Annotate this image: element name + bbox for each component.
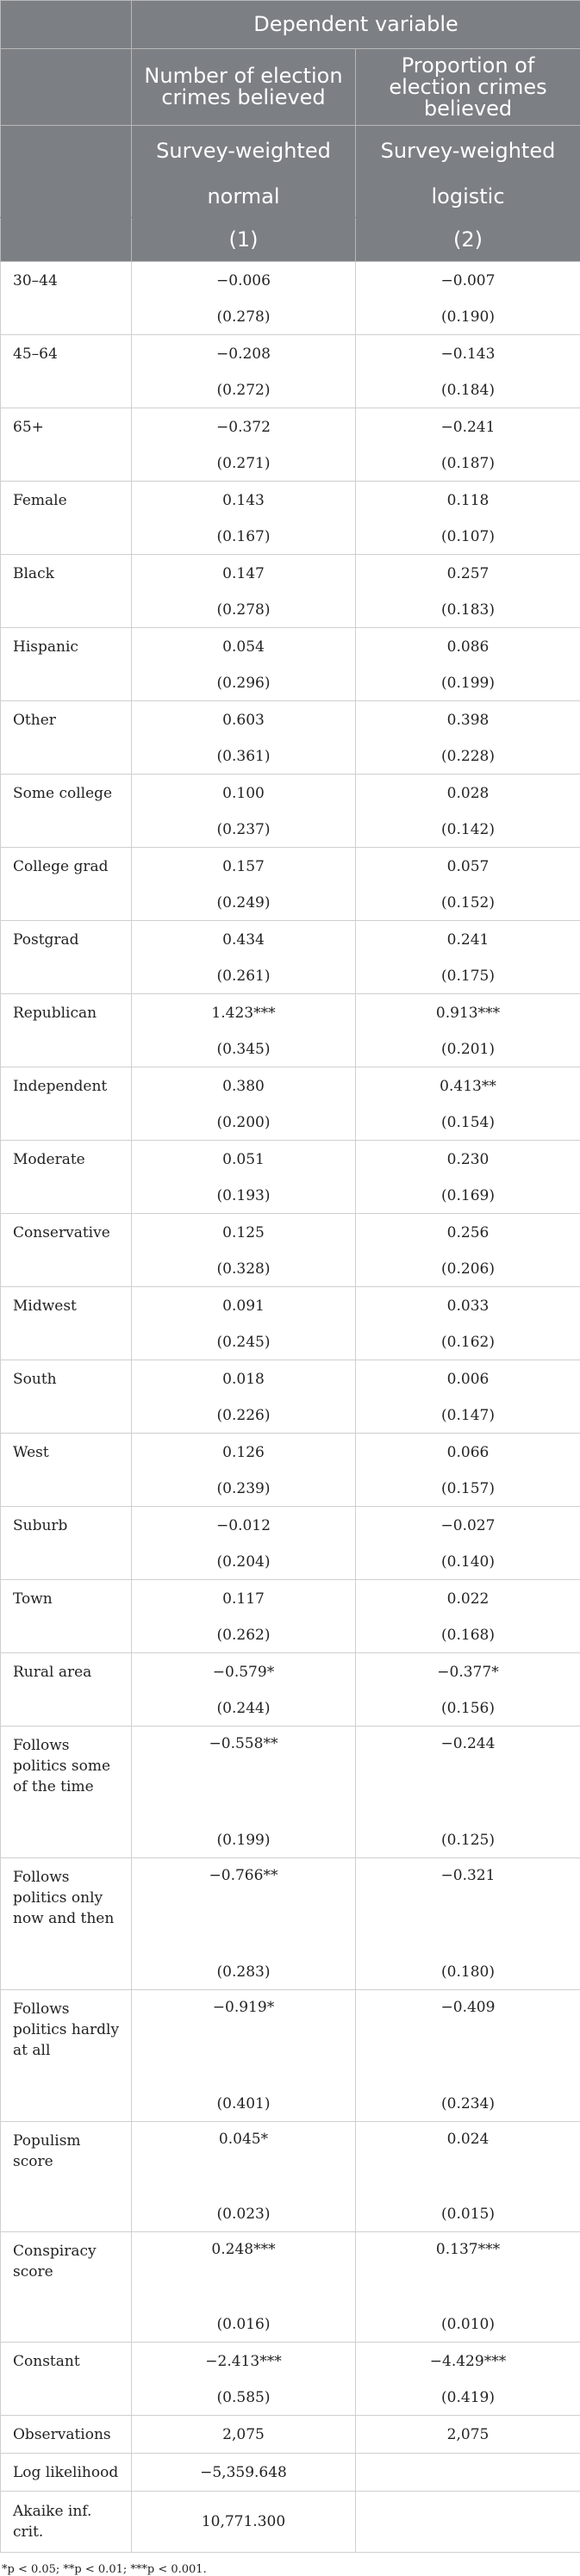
std-error-model-2: (0.152): [356, 885, 580, 921]
table-row: [1, 482, 580, 520]
coefficient-model-1: 0.117: [132, 1580, 356, 1618]
variable-label: Postgrad: [1, 921, 132, 994]
col2-weight: Survey-weighted: [356, 126, 580, 177]
coefficient-model-2: 0.057: [356, 848, 580, 886]
table-row: [1, 262, 580, 300]
std-error-model-1: (0.204): [132, 1544, 356, 1580]
table-body: [1, 262, 580, 2553]
table-row: [1, 408, 580, 446]
std-error-model-2: (0.162): [356, 1324, 580, 1360]
coefficient-model-2: 0.033: [356, 1287, 580, 1325]
table-row: [1, 994, 580, 1032]
table-row: [1, 1287, 580, 1325]
coefficient-model-1: 0.126: [132, 1434, 356, 1472]
variable-label: Suburb: [1, 1507, 132, 1580]
coefficient-model-2: 0.398: [356, 701, 580, 739]
dependent-variable-heading: Dependent variable: [132, 1, 580, 49]
coefficient-model-2: 0.028: [356, 775, 580, 812]
coefficient-model-2: 0.022: [356, 1580, 580, 1618]
table-row: [1, 1653, 580, 1691]
statistic-label: Akaike inf. crit.: [1, 2492, 132, 2553]
std-error-model-2: (0.157): [356, 1471, 580, 1507]
table-row: [1, 1360, 580, 1398]
table-row: [1, 701, 580, 739]
coefficient-model-1: 0.248***: [132, 2232, 356, 2307]
coefficient-model-1: 0.051: [132, 1141, 356, 1179]
variable-label: Some college: [1, 775, 132, 848]
std-error-model-1: (0.361): [132, 738, 356, 775]
std-error-model-1: (0.262): [132, 1617, 356, 1653]
std-error-model-2: (0.156): [356, 1690, 580, 1727]
table-row: [1, 1141, 580, 1179]
variable-label: West: [1, 1434, 132, 1507]
coefficient-model-2: −0.409: [356, 1990, 580, 2087]
std-error-model-2: (0.154): [356, 1104, 580, 1141]
statistic-model-2: 2,075: [356, 2416, 580, 2454]
table-row: [1, 2122, 580, 2197]
col2-model: logistic: [356, 176, 580, 218]
std-error-model-2: (0.206): [356, 1251, 580, 1287]
std-error-model-1: (0.249): [132, 885, 356, 921]
table-row: [1, 1990, 580, 2087]
variable-label: Midwest: [1, 1287, 132, 1360]
col1-weight: Survey-weighted: [132, 126, 356, 177]
coefficient-model-2: 0.024: [356, 2122, 580, 2197]
table-row: [1, 1214, 580, 1252]
std-error-model-2: (0.184): [356, 372, 580, 408]
col2-name: Proportion of election crimes believed: [356, 49, 580, 126]
table-row: [1, 1434, 580, 1472]
coefficient-model-1: −0.558**: [132, 1727, 356, 1823]
coefficient-model-1: −0.579*: [132, 1653, 356, 1691]
coefficient-model-1: 1.423***: [132, 994, 356, 1032]
std-error-model-1: (0.328): [132, 1251, 356, 1287]
variable-label: 45–64: [1, 335, 132, 408]
coefficient-model-2: −0.027: [356, 1507, 580, 1545]
std-error-model-1: (0.271): [132, 445, 356, 482]
std-error-model-2: (0.168): [356, 1617, 580, 1653]
table-row: [1, 848, 580, 886]
table-row: [1, 628, 580, 666]
coefficient-model-2: −0.321: [356, 1858, 580, 1955]
table-row: [1, 1507, 580, 1545]
coefficient-model-1: −0.208: [132, 335, 356, 373]
coefficient-model-1: −0.919*: [132, 1990, 356, 2087]
statistic-model-1: 10,771.300: [132, 2492, 356, 2553]
std-error-model-1: (0.237): [132, 812, 356, 848]
std-error-model-2: (0.183): [356, 592, 580, 628]
coefficient-model-2: 0.256: [356, 1214, 580, 1252]
variable-label: Female: [1, 482, 132, 555]
std-error-model-1: (0.278): [132, 299, 356, 335]
coefficient-model-2: 0.086: [356, 628, 580, 666]
table-row: [1, 1727, 580, 1823]
variable-label: Rural area: [1, 1653, 132, 1727]
coefficient-model-2: −0.244: [356, 1727, 580, 1823]
col2-number: (2): [356, 218, 580, 262]
variable-label: Independent: [1, 1067, 132, 1141]
std-error-model-2: (0.228): [356, 738, 580, 775]
std-error-model-2: (0.010): [356, 2306, 580, 2343]
std-error-model-1: (0.296): [132, 665, 356, 701]
significance-footnote: *p < 0.05; **p < 0.01; ***p < 0.001.: [0, 2553, 580, 2576]
variable-label: South: [1, 1360, 132, 1434]
std-error-model-1: (0.585): [132, 2380, 356, 2416]
std-error-model-2: (0.147): [356, 1397, 580, 1434]
std-error-model-2: (0.234): [356, 2086, 580, 2122]
coefficient-model-1: 0.045*: [132, 2122, 356, 2197]
variable-label: Hispanic: [1, 628, 132, 701]
coefficient-model-2: 0.241: [356, 921, 580, 959]
variable-label: Constant: [1, 2343, 132, 2416]
std-error-model-2: (0.107): [356, 519, 580, 555]
coefficient-model-2: 0.230: [356, 1141, 580, 1179]
table-row: [1, 2416, 580, 2454]
std-error-model-1: (0.272): [132, 372, 356, 408]
variable-label: Black: [1, 555, 132, 628]
std-error-model-1: (0.016): [132, 2306, 356, 2343]
std-error-model-2: (0.190): [356, 299, 580, 335]
coefficient-model-2: 0.006: [356, 1360, 580, 1398]
std-error-model-1: (0.023): [132, 2196, 356, 2232]
coefficient-model-2: 0.413**: [356, 1067, 580, 1105]
statistic-model-1: −5,359.648: [132, 2454, 356, 2492]
std-error-model-1: (0.244): [132, 1690, 356, 1727]
std-error-model-1: (0.239): [132, 1471, 356, 1507]
table-row: [1, 2492, 580, 2553]
std-error-model-1: (0.245): [132, 1324, 356, 1360]
col1-model: normal: [132, 176, 356, 218]
statistic-label: Log likelihood: [1, 2454, 132, 2492]
std-error-model-1: (0.193): [132, 1178, 356, 1214]
table-row: [1, 335, 580, 373]
std-error-model-2: (0.187): [356, 445, 580, 482]
variable-label: Follows politics hardly at all: [1, 1990, 132, 2122]
std-error-model-1: (0.261): [132, 958, 356, 994]
std-error-model-1: (0.283): [132, 1954, 356, 1990]
std-error-model-1: (0.278): [132, 592, 356, 628]
coefficient-model-2: −4.429***: [356, 2343, 580, 2380]
std-error-model-2: (0.175): [356, 958, 580, 994]
statistic-model-2: [356, 2492, 580, 2553]
std-error-model-1: (0.401): [132, 2086, 356, 2122]
std-error-model-2: (0.419): [356, 2380, 580, 2416]
variable-label: Republican: [1, 994, 132, 1067]
coefficient-model-2: 0.913***: [356, 994, 580, 1032]
std-error-model-1: (0.199): [132, 1822, 356, 1858]
coefficient-model-1: −0.012: [132, 1507, 356, 1545]
table-row: [1, 2232, 580, 2307]
col1-name: Number of election crimes believed: [132, 49, 356, 126]
table-row: [1, 555, 580, 593]
coefficient-model-1: −0.006: [132, 262, 356, 300]
std-error-model-2: (0.015): [356, 2196, 580, 2232]
table-row: [1, 2454, 580, 2492]
coefficient-model-1: 0.147: [132, 555, 356, 593]
std-error-model-2: (0.125): [356, 1822, 580, 1858]
variable-label: Populism score: [1, 2122, 132, 2232]
std-error-model-2: (0.199): [356, 665, 580, 701]
col1-number: (1): [132, 218, 356, 262]
coefficient-model-2: −0.377*: [356, 1653, 580, 1691]
variable-label: Conservative: [1, 1214, 132, 1287]
table-row: [1, 921, 580, 959]
table-row: [1, 2343, 580, 2380]
std-error-model-1: (0.226): [132, 1397, 356, 1434]
variable-label: Moderate: [1, 1141, 132, 1214]
statistic-label: Observations: [1, 2416, 132, 2454]
std-error-model-2: (0.180): [356, 1954, 580, 1990]
std-error-model-2: (0.140): [356, 1544, 580, 1580]
coefficient-model-1: 0.603: [132, 701, 356, 739]
std-error-model-1: (0.167): [132, 519, 356, 555]
coefficient-model-1: −2.413***: [132, 2343, 356, 2380]
variable-label: College grad: [1, 848, 132, 921]
statistic-model-1: 2,075: [132, 2416, 356, 2454]
coefficient-model-1: 0.100: [132, 775, 356, 812]
coefficient-model-2: −0.007: [356, 262, 580, 300]
std-error-model-2: (0.201): [356, 1031, 580, 1067]
coefficient-model-1: 0.054: [132, 628, 356, 666]
std-error-model-1: (0.200): [132, 1104, 356, 1141]
std-error-model-2: (0.169): [356, 1178, 580, 1214]
table-row: [1, 1580, 580, 1618]
coefficient-model-2: 0.066: [356, 1434, 580, 1472]
variable-label: Follows politics some of the time: [1, 1727, 132, 1858]
variable-label: 30–44: [1, 262, 132, 335]
coefficient-model-1: −0.372: [132, 408, 356, 446]
table-row: [1, 1067, 580, 1105]
coefficient-model-1: 0.157: [132, 848, 356, 886]
coefficient-model-1: 0.091: [132, 1287, 356, 1325]
table-row: [1, 775, 580, 812]
variable-label: Conspiracy score: [1, 2232, 132, 2343]
coefficient-model-2: 0.257: [356, 555, 580, 593]
variable-label: Town: [1, 1580, 132, 1653]
coefficient-model-2: −0.143: [356, 335, 580, 373]
std-error-model-1: (0.345): [132, 1031, 356, 1067]
table-row: [1, 1858, 580, 1955]
coefficient-model-1: 0.125: [132, 1214, 356, 1252]
coefficient-model-2: −0.241: [356, 408, 580, 446]
coefficient-model-1: −0.766**: [132, 1858, 356, 1955]
table-header: [1, 1, 580, 262]
variable-label: 65+: [1, 408, 132, 482]
coefficient-model-1: 0.380: [132, 1067, 356, 1105]
coefficient-model-1: 0.434: [132, 921, 356, 959]
statistic-model-2: [356, 2454, 580, 2492]
variable-label: Follows politics only now and then: [1, 1858, 132, 1990]
variable-label: Other: [1, 701, 132, 775]
coefficient-model-2: 0.137***: [356, 2232, 580, 2307]
coefficient-model-2: 0.118: [356, 482, 580, 520]
std-error-model-2: (0.142): [356, 812, 580, 848]
coefficient-model-1: 0.018: [132, 1360, 356, 1398]
coefficient-model-1: 0.143: [132, 482, 356, 520]
